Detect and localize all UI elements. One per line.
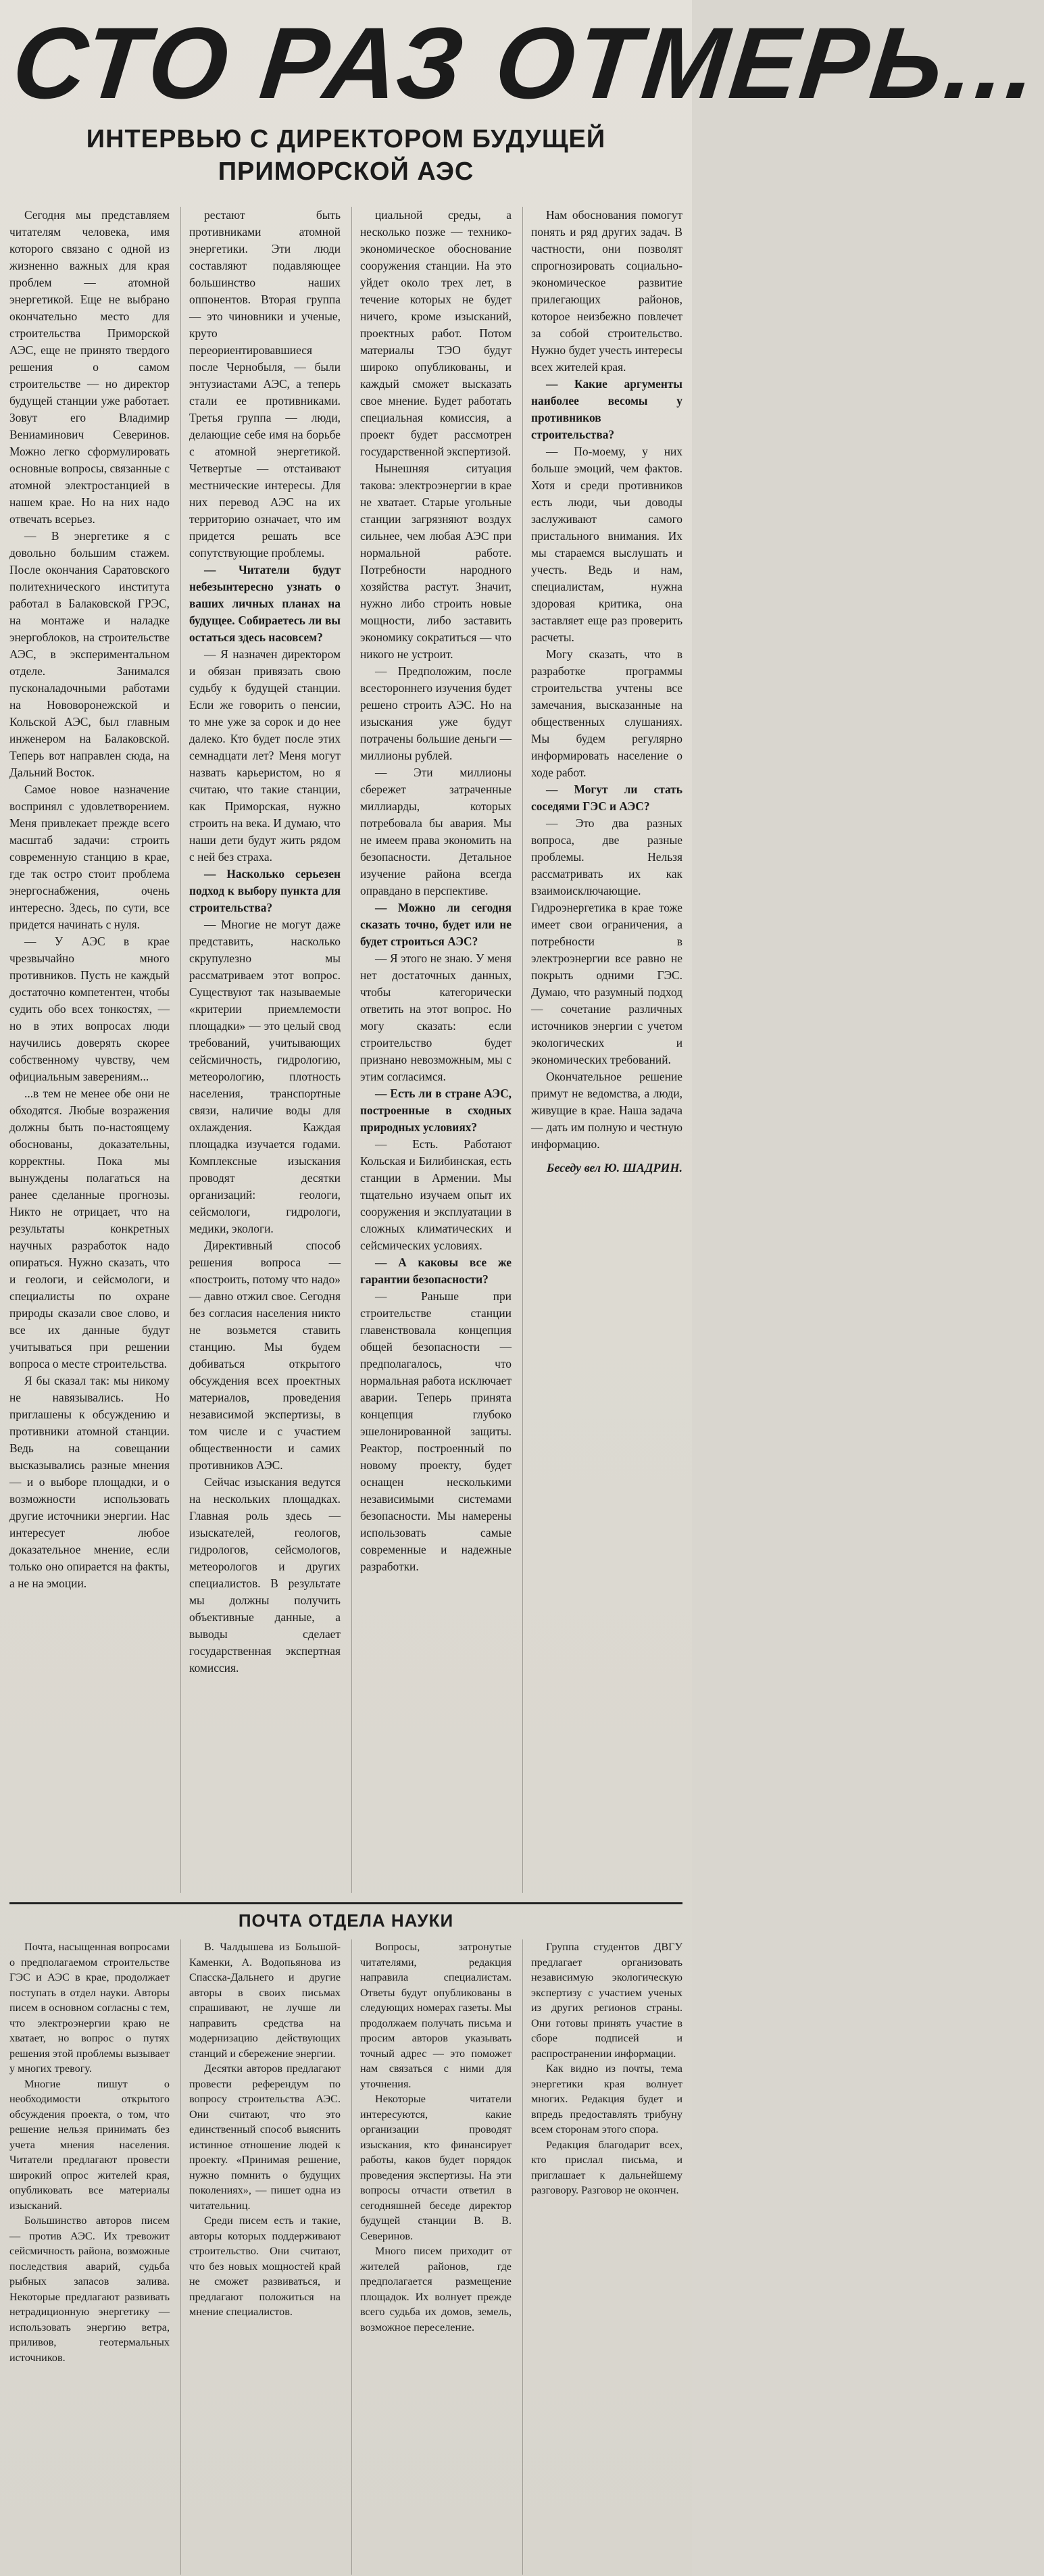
paragraph: В. Чалдышева из Большой-Каменки, А. Водопьянова из Спасска-Дальнего и другие авторы в своих письмах спрашивают, не лучше ли направить средства на модернизацию действующих станций и сбережение энергии. (189, 1941, 341, 2060)
paragraph: — Я назначен директором и обязан привязать свою судьбу к будущей станции. Если же говорить о пенсии, то мне уже за сорок и до нее далеко. Кто будет после этих семнадцати лет? Меня могут назвать карьеристом, но я считаю, что такие станции, как Приморская, нужно строить на века. И думаю, что наши дети будут жить рядом с ней без страха. (189, 647, 341, 864)
paragraph: — Есть ли в стране АЭС, построенные в сходных природных условиях? (360, 1087, 512, 1134)
mail-column-3 (351, 1939, 512, 2575)
paragraph: Среди писем есть и такие, авторы которых поддерживают строительство. Они считают, что без новых мощностей край не сможет развиваться, и предлагают положиться на мнение специалистов. (189, 2214, 341, 2318)
paragraph: — У АЭС в крае чрезвычайно много противников. Пусть не каждый достаточно компетентен, чтобы судить обо всех тонкостях, — но в этих вопросах люди научились доверять скорее собственному чувству, чем официальным заверениям... (9, 935, 170, 1083)
paragraph: — Предположим, после всестороннего изучения будет решено строить АЭС. Но на изыскания уже будут потрачены большие деньги — миллионы рублей. (360, 664, 512, 762)
mail-column-4 (522, 1939, 682, 2575)
article-column-1 (9, 207, 170, 1893)
paragraph: Могу сказать, что в разработке программы строительства учтены все замечания, высказанные на общественных слушаниях. Мы будем регулярно информировать население о ходе работ. (531, 647, 682, 779)
paragraph: — Могут ли стать соседями ГЭС и АЭС? (531, 783, 682, 813)
paragraph: — По-моему, у них больше эмоций, чем фактов. Хотя и среди противников есть люди, чьи доводы заслуживают самого пристального внимания. Их мы стараемся выслушать и учесть. Ведь и нам, специалистам, нужна здоровая критика, она заставляет еще раз проверить расчеты. (531, 445, 682, 644)
article-column-3 (351, 207, 512, 1893)
paragraph: рестают быть противниками атомной энергетики. Эти люди составляют подавляющее большинство наших оппонентов. Вторая группа — это чиновники и ученые, круто переориентировавшиеся после Чернобыля, — были энтузиастами АЭС, а теперь стали ее противниками. Третья группа — люди, делающие себе имя на борьбе с атомной энергетикой. Четвертые — отстаивают местнические интересы. Для них перевод АЭС на их территорию означает, что им придется решать все сопутствующие проблемы. (189, 208, 341, 560)
paragraph: — Насколько серьезен подход к выбору пункта для строительства? (189, 867, 341, 914)
paragraph: Группа студентов ДВГУ предлагает организовать независимую экологическую экспертизу с участием ученых из других регионов страны. Они готовы принять участие в сборе подписей и распространении информации. (531, 1941, 682, 2060)
paragraph: Десятки авторов предлагают провести референдум по вопросу строительства АЭС. Они считают, что это единственный способ выяснить истинное отношение людей к проекту. «Принимая решение, нужно помнить о будущих поколениях», — пишет одна из читательниц. (189, 2062, 341, 2212)
paragraph: Сегодня мы представляем читателям человека, имя которого связано с одной из жизненно важных для края проблем — атомной энергетикой. Еще не выбрано окончательно место для строительства Приморской АЭС, еще не принято твердого решения о самом строительстве — но директор будущей станции уже работает. Зовут его Владимир Вениаминович Северинов. Можно легко сформулировать основные вопросы, связанные с атомной электростанцией в нашем крае. Но на них надо отвечать всерьез. (9, 208, 170, 526)
paragraph: Окончательное решение примут не ведомства, а люди, живущие в крае. Наша задача — дать им полную и честную информацию. (531, 1070, 682, 1151)
subheadline: ИНТЕРВЬЮ С ДИРЕКТОРОМ БУДУЩЕЙ ПРИМОРСКОЙ АЭС (86, 125, 606, 186)
paragraph: Много писем приходит от жителей районов, где предполагается размещение площадок. Их волнует прежде всего судьба их домов, земель, возможное переселение. (360, 2245, 512, 2333)
paragraph: — Читатели будут небезынтересно узнать о ваших личных планах на будущее. Собираетесь ли вы остаться здесь насовсем? (189, 563, 341, 644)
author-signature: Беседу вел Ю. ШАДРИН. (546, 1161, 682, 1174)
paragraph: ...в тем не менее обе они не обходятся. Любые возражения должны быть по-настоящему обоснованы, доказательны, корректны. Пока мы вынуждены полагаться на ранее сделанные прогнозы. Никто не отрицает, что на результаты конкретных научных разработок надо опираться. Нужно сказать, что и геологи, и сейсмологи, и специалисты по охране природы сказали свое слово, и все их данные будут учитываться при решении вопроса о месте строительства. (9, 1087, 170, 1370)
paragraph: Вопросы, затронутые читателями, редакция направила специалистам. Ответы будут опубликованы в следующих номерах газеты. Мы продолжаем получать письма и просим авторов указывать точный адрес — это поможет нам связаться с ними для уточнения. (360, 1941, 512, 2090)
paragraph: Некоторые читатели интересуются, какие организации проводят изыскания, кто финансирует работы, каков будет порядок проведения экспертизы. На эти вопросы отчасти ответил в сегодняшней беседе директор будущей станции В. В. Северинов. (360, 2093, 512, 2242)
paragraph: Многие пишут о необходимости открытого обсуждения проекта, о том, что решение нельзя принимать без учета мнения населения. Читатели предлагают провести широкий опрос жителей края, опубликовать все материалы изысканий. (9, 2077, 170, 2212)
paragraph: Я бы сказал так: мы никому не навязывались. Но приглашены к обсуждению и противники атомной станции. Ведь на совещании высказывались разные мнения — и о выборе площадки, и о возможности использовать другие источники энергии. Нас интересует любое доказательное мнение, если только оно опирается на факты, а не на эмоции. (9, 1374, 170, 1590)
headline: СТО РАЗ ОТМЕРЬ... (7, 6, 1044, 120)
paragraph: — Какие аргументы наиболее весомы у противников строительства? (531, 377, 682, 441)
paragraph: циальной среды, а несколько позже — технико-экономическое обоснование сооружения станции. На это уйдет около трех лет, в течение которых не будет ничего, кроме изысканий, проектных работ. Потом материалы ТЭО будут широко опубликованы, и каждый сможет высказать свое мнение. Будет работать специальная комиссия, а проект будет рассмотрен государственной экспертизой. (360, 208, 512, 458)
paragraph: — Можно ли сегодня сказать точно, будет или не будет строиться АЭС? (360, 901, 512, 948)
paragraph: Нам обоснования помогут понять и ряд других задач. В частности, они позволят спрогнозировать социально-экономическое развитие прилегающих районов, которое неизбежно повлечет за собой строительство. Нужно будет учесть интересы всех жителей края. (531, 208, 682, 374)
mail-section (9, 1939, 682, 2575)
paragraph: — Раньше при строительстве станции главенствовала концепция общей безопасности — предполагалось, что нормальная работа исключает аварии. Теперь принята концепция глубоко эшелонированной защиты. Реактор, построенный по новому проекту, будет оснащен несколькими независимыми системами безопасности. Мы намерены использовать самые современные и надежные разработки. (360, 1289, 512, 1573)
paragraph: Большинство авторов писем — против АЭС. Их тревожит сейсмичность района, возможные последствия аварий, судьба рыбных запасов залива. Некоторые предлагают развивать нетрадиционную энергетику — использовать энергию ветра, приливов, геотермальных источников. (9, 2214, 170, 2364)
paragraph: Директивный способ решения вопроса — «построить, потому что надо» — давно отжил свое. Сегодня без согласия населения никто не возьмется ставить станцию. Мы будем добиваться открытого обсуждения всех проектных материалов, проведения независимой экспертизы, в том числе и с участием общественности и самих противников АЭС. (189, 1239, 341, 1472)
paragraph: Редакция благодарит всех, кто прислал письма, и приглашает к дальнейшему разговору. Разговор не окончен. (531, 2138, 682, 2196)
mail-section-title: ПОЧТА ОТДЕЛА НАУКИ (238, 1910, 454, 1931)
paragraph: Нынешняя ситуация такова: электроэнергии в крае не хватает. Старые угольные станции загрязняют воздух сильнее, чем любая АЭС при нормальной работе. Потребности народного хозяйства растут. Значит, нужно либо строить новые мощности, либо заставить экономику сократиться — что никого не устроит. (360, 462, 512, 661)
mail-column-2 (180, 1939, 341, 2575)
paragraph: — Есть. Работают Кольская и Билибинская, есть станции в Армении. Мы тщательно изучаем опыт их сооружения и эксплуатации в сложных климатических и сейсмических условиях. (360, 1137, 512, 1252)
paragraph: Самое новое назначение воспринял с удовлетворением. Меня привлекает прежде всего масштаб задачи: строить современную станцию в крае, где так остро стоит проблема энергоснабжения, очень интересно. Здесь, по сути, все придется начинать с нуля. (9, 783, 170, 931)
paragraph: Как видно из почты, тема энергетики края волнует многих. Редакция будет и впредь предоставлять трибуну всем сторонам этого спора. (531, 2062, 682, 2135)
paragraph: Почта, насыщенная вопросами о предполагаемом строительстве ГЭС и АЭС в крае, продолжает поступать в отдел науки. Авторы писем в основном согласны с тем, что электроэнергии краю не хватает, но вопрос о путях решения этой проблемы вызывает у многих тревогу. (9, 1941, 170, 2075)
paragraph: — Многие не могут даже представить, насколько скрупулезно мы рассматриваем этот вопрос. Существуют так называемые «критерии приемлемости площадки» — это целый свод требований, учитывающих сейсмичность, гидрологию, метеорологию, плотность населения, транспортные связи, наличие воды для охлаждения. Каждая площадка изучается годами. Комплексные изыскания проводят десятки организаций: геологи, сейсмологи, гидрологи, медики, экологи. (189, 918, 341, 1235)
article-column-4 (522, 207, 682, 1893)
paragraph: — Эти миллионы сбережет затраченные миллиарды, которых потребовала бы авария. Мы не имеем права экономить на безопасности. Детальное изучение района всегда оправдано в перспективе. (360, 766, 512, 897)
paragraph: — В энергетике я с довольно большим стажем. После окончания Саратовского политехнического института работал в Балаковской ГРЭС, на монтаже и наладке энергоблоков, на строительстве АЭС, в экспериментальном отделе. Занимался пусконаладочными работами на Нововоронежской и Кольской АЭС, был главным инженером на Балаковской. Теперь вот направлен сюда, на Дальний Восток. (9, 529, 170, 779)
section-divider (9, 1902, 682, 1904)
paragraph: — А каковы все же гарантии безопасности? (360, 1256, 512, 1286)
interview-article (9, 207, 682, 1893)
paragraph: — Я этого не знаю. У меня нет достаточных данных, чтобы категорически ответить на этот вопрос. Но могу сказать: если строительство будет признано невозможным, мы с этим согласимся. (360, 951, 512, 1083)
article-column-2 (180, 207, 341, 1893)
mail-column-1 (9, 1939, 170, 2575)
paragraph: — Это два разных вопроса, две разные проблемы. Нельзя рассматривать их как взаимоисключающие. Гидроэнергетика в крае тоже имеет свои ограничения, а потребности в электроэнергии все равно не покрыть одними ГЭС. Думаю, что разумный подход — сочетание различных источников энергии с учетом экологических и экономических требований. (531, 816, 682, 1066)
paragraph: Сейчас изыскания ведутся на нескольких площадках. Главная роль здесь — изыскателей, геологов, гидрологов, сейсмологов, метеорологов и других специалистов. В результате мы должны получить объективные данные, а выводы сделает государственная экспертная комиссия. (189, 1475, 341, 1675)
